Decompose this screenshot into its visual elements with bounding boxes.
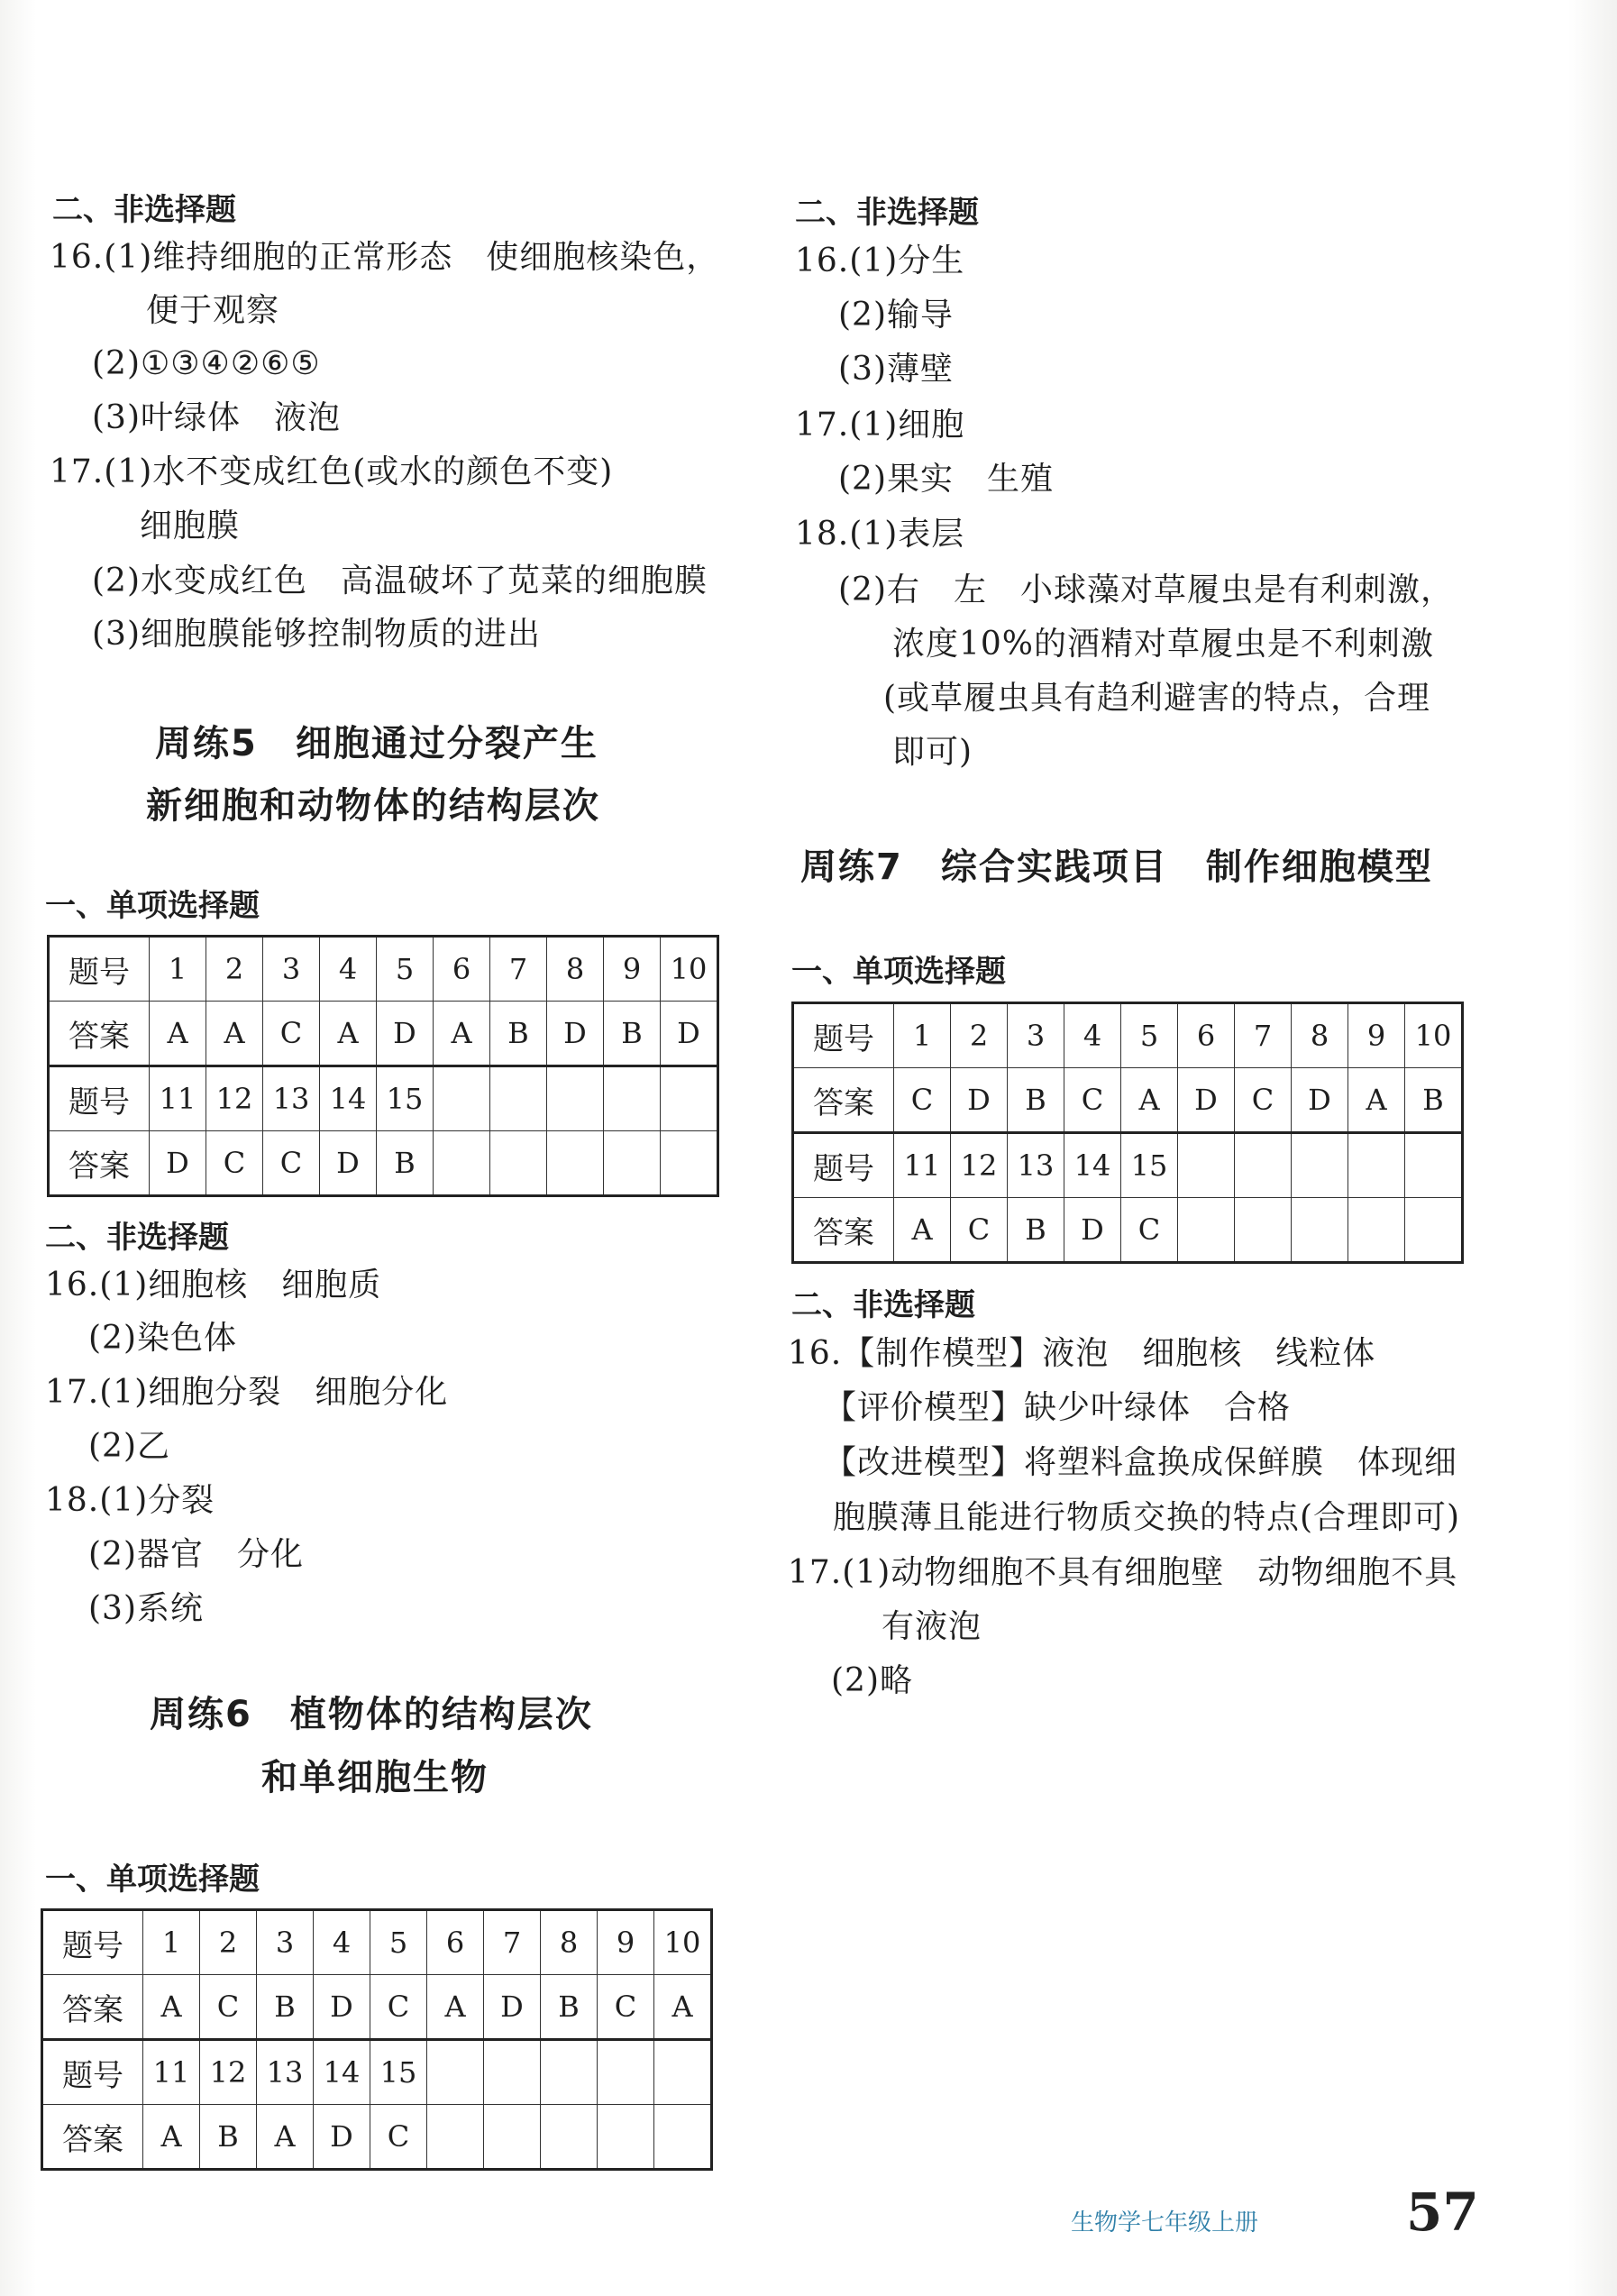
table-cell	[490, 1066, 547, 1131]
table-header-cell: 答案	[42, 2105, 143, 2170]
answer-line: (3)薄壁	[838, 351, 954, 388]
answer-line: (3)叶绿体 液泡	[92, 399, 341, 436]
section-heading: 一、单项选择题	[45, 1861, 260, 1898]
answer-line: (或草履虫具有趋利避害的特点，合理	[883, 680, 1431, 717]
table-cell: D	[484, 1975, 541, 2040]
answer-line: 即可)	[892, 734, 973, 771]
table-cell: C	[263, 1002, 320, 1066]
answer-line: (2)染色体	[88, 1320, 237, 1357]
table-cell: D	[320, 1131, 377, 1196]
table-cell: C	[200, 1975, 257, 2040]
answer-line: (2)略	[831, 1662, 913, 1699]
answer-line: 细胞膜	[140, 508, 241, 544]
answer-line: 便于观察	[146, 292, 280, 329]
table-cell: 2	[206, 937, 263, 1002]
table-cell: A	[1121, 1068, 1178, 1133]
table-cell	[1292, 1133, 1348, 1198]
table-cell: 6	[434, 937, 490, 1002]
table-cell: 9	[604, 937, 661, 1002]
table-cell: D	[314, 2105, 370, 2170]
table-cell	[1292, 1198, 1348, 1263]
table-cell: 12	[206, 1066, 263, 1131]
table-cell: 4	[314, 1910, 370, 1975]
table-cell: C	[370, 1975, 427, 2040]
answer-line: 17.(1)细胞分裂 细胞分化	[45, 1374, 449, 1411]
table-cell: A	[894, 1198, 951, 1263]
table-cell	[604, 1131, 661, 1196]
table-cell: 1	[143, 1910, 200, 1975]
answer-line: 17.(1)水不变成红色(或水的颜色不变)	[50, 453, 614, 490]
table-cell: 1	[894, 1003, 951, 1068]
table-cell: B	[1008, 1198, 1064, 1263]
table-header-cell: 答案	[49, 1131, 150, 1196]
table-cell: 3	[257, 1910, 314, 1975]
table-cell: A	[143, 2105, 200, 2170]
table-cell	[484, 2105, 541, 2170]
answer-line: 浓度10%的酒精对草履虫是不利刺激	[892, 626, 1435, 663]
table-cell	[547, 1131, 604, 1196]
table-cell: 10	[661, 937, 718, 1002]
table-header-cell: 答案	[49, 1002, 150, 1066]
table-cell: D	[1064, 1198, 1121, 1263]
table-cell: 1	[150, 937, 206, 1002]
section-heading: 二、非选择题	[52, 192, 236, 228]
table-cell: B	[1405, 1068, 1463, 1133]
table-cell: 6	[427, 1910, 484, 1975]
table-cell: 12	[951, 1133, 1008, 1198]
answer-line: (2)水变成红色 高温破坏了苋菜的细胞膜	[92, 563, 708, 599]
table-cell: A	[434, 1002, 490, 1066]
book-subject: 生物学七年级上册	[1071, 2209, 1259, 2237]
table-cell	[484, 2040, 541, 2105]
table-cell: 13	[257, 2040, 314, 2105]
table-header-cell: 题号	[793, 1133, 894, 1198]
table-cell	[598, 2040, 654, 2105]
table-cell: 5	[377, 937, 434, 1002]
answer-line: 【评价模型】缺少叶绿体 合格	[824, 1389, 1292, 1426]
section-heading: 一、单项选择题	[45, 888, 260, 924]
table-cell: 15	[1121, 1133, 1178, 1198]
table-cell: 10	[654, 1910, 712, 1975]
table-cell: B	[1008, 1068, 1064, 1133]
table-header-cell: 题号	[49, 937, 150, 1002]
table-cell	[427, 2040, 484, 2105]
table-cell: 11	[150, 1066, 206, 1131]
table-cell: 15	[377, 1066, 434, 1131]
table-cell	[1348, 1198, 1405, 1263]
answer-line: 18.(1)表层	[795, 516, 965, 553]
answer-table	[791, 1002, 1464, 1264]
table-cell: 12	[200, 2040, 257, 2105]
table-cell	[598, 2105, 654, 2170]
table-cell: D	[377, 1002, 434, 1066]
table-cell: 6	[1178, 1003, 1235, 1068]
table-cell: B	[490, 1002, 547, 1066]
table-cell	[541, 2105, 598, 2170]
week-title: 周练7 综合实践项目 制作细胞模型	[800, 846, 1433, 888]
table-cell: 5	[370, 1910, 427, 1975]
week-title: 周练6 植物体的结构层次	[150, 1694, 593, 1735]
table-cell	[661, 1066, 718, 1131]
table-cell: A	[150, 1002, 206, 1066]
table-header-cell: 题号	[42, 2040, 143, 2105]
table-cell: 13	[263, 1066, 320, 1131]
answer-line: 胞膜薄且能进行物质交换的特点(合理即可)	[833, 1499, 1461, 1536]
table-cell: 9	[1348, 1003, 1405, 1068]
table-cell	[427, 2105, 484, 2170]
table-cell: D	[1178, 1068, 1235, 1133]
table-cell: C	[263, 1131, 320, 1196]
table-cell: 11	[143, 2040, 200, 2105]
week-title: 新细胞和动物体的结构层次	[146, 785, 600, 827]
answer-line: (2)①③④②⑥⑤	[92, 345, 321, 382]
answer-line: 17.(1)动物细胞不具有细胞壁 动物细胞不具	[788, 1554, 1458, 1591]
table-cell: 11	[894, 1133, 951, 1198]
table-cell	[654, 2040, 712, 2105]
table-cell	[604, 1066, 661, 1131]
answer-table	[47, 935, 719, 1197]
table-cell: 13	[1008, 1133, 1064, 1198]
answer-line: (2)果实 生殖	[838, 461, 1054, 498]
table-cell: C	[206, 1131, 263, 1196]
table-cell	[490, 1131, 547, 1196]
table-cell: D	[150, 1131, 206, 1196]
table-cell: 7	[484, 1910, 541, 1975]
answer-line: (3)系统	[88, 1590, 204, 1627]
table-cell: D	[661, 1002, 718, 1066]
table-cell: 15	[370, 2040, 427, 2105]
answer-line: 16.【制作模型】液泡 细胞核 线粒体	[788, 1335, 1376, 1372]
table-cell: 7	[490, 937, 547, 1002]
table-cell: 7	[1235, 1003, 1292, 1068]
table-header-cell: 题号	[793, 1003, 894, 1068]
table-cell: 4	[1064, 1003, 1121, 1068]
table-header-cell: 题号	[49, 1066, 150, 1131]
table-cell: A	[320, 1002, 377, 1066]
table-cell	[1178, 1198, 1235, 1263]
table-cell: A	[143, 1975, 200, 2040]
table-cell: C	[1064, 1068, 1121, 1133]
table-cell	[661, 1131, 718, 1196]
week-title: 周练5 细胞通过分裂产生	[155, 723, 598, 764]
table-cell: 10	[1405, 1003, 1463, 1068]
table-cell	[541, 2040, 598, 2105]
answer-line: 16.(1)维持细胞的正常形态 使细胞核染色，	[50, 239, 720, 276]
table-cell: D	[1292, 1068, 1348, 1133]
table-cell: B	[200, 2105, 257, 2170]
table-header-cell: 答案	[793, 1068, 894, 1133]
table-cell: A	[257, 2105, 314, 2170]
answer-line: (3)细胞膜能够控制物质的进出	[92, 616, 541, 653]
table-cell	[547, 1066, 604, 1131]
table-cell: D	[314, 1975, 370, 2040]
section-heading: 一、单项选择题	[791, 954, 1006, 990]
answer-line: 18.(1)分裂	[45, 1482, 215, 1519]
table-cell: C	[894, 1068, 951, 1133]
table-cell: 8	[1292, 1003, 1348, 1068]
answer-table	[41, 1908, 713, 2171]
table-cell: 9	[598, 1910, 654, 1975]
section-heading: 二、非选择题	[795, 195, 979, 231]
table-cell: A	[654, 1975, 712, 2040]
section-heading: 二、非选择题	[45, 1220, 229, 1256]
table-header-cell: 题号	[42, 1910, 143, 1975]
table-header-cell: 答案	[793, 1198, 894, 1263]
table-cell: 4	[320, 937, 377, 1002]
answer-line: (2)输导	[838, 297, 954, 334]
table-cell: B	[541, 1975, 598, 2040]
table-cell: 14	[1064, 1133, 1121, 1198]
table-cell: B	[257, 1975, 314, 2040]
table-cell: 5	[1121, 1003, 1178, 1068]
table-cell	[1235, 1198, 1292, 1263]
answer-line: (2)乙	[88, 1428, 170, 1465]
table-cell	[1405, 1198, 1463, 1263]
table-cell: D	[547, 1002, 604, 1066]
answer-line: 17.(1)细胞	[795, 407, 965, 444]
table-cell: C	[951, 1198, 1008, 1263]
page-number: 57	[1406, 2182, 1479, 2243]
table-cell: D	[951, 1068, 1008, 1133]
table-cell: C	[370, 2105, 427, 2170]
table-cell	[434, 1066, 490, 1131]
table-cell: 8	[541, 1910, 598, 1975]
table-cell: 14	[320, 1066, 377, 1131]
table-cell	[1348, 1133, 1405, 1198]
table-cell: C	[598, 1975, 654, 2040]
section-heading: 二、非选择题	[791, 1287, 975, 1323]
table-cell	[1178, 1133, 1235, 1198]
table-cell: 14	[314, 2040, 370, 2105]
table-cell: 2	[951, 1003, 1008, 1068]
answer-line: 16.(1)分生	[795, 242, 965, 279]
table-cell: 3	[1008, 1003, 1064, 1068]
table-cell: C	[1235, 1068, 1292, 1133]
table-cell: B	[377, 1131, 434, 1196]
table-cell: 3	[263, 937, 320, 1002]
table-cell	[654, 2105, 712, 2170]
answer-line: 有液泡	[882, 1608, 982, 1645]
table-cell: A	[1348, 1068, 1405, 1133]
answer-line: (2)右 左 小球藻对草履虫是有利刺激，	[838, 572, 1454, 608]
table-cell: C	[1121, 1198, 1178, 1263]
table-cell	[1235, 1133, 1292, 1198]
answer-line: 【改进模型】将塑料盒换成保鲜膜 体现细	[824, 1444, 1458, 1481]
table-header-cell: 答案	[42, 1975, 143, 2040]
answer-line: (2)器官 分化	[88, 1536, 304, 1573]
table-cell	[1405, 1133, 1463, 1198]
table-cell: A	[206, 1002, 263, 1066]
table-cell: A	[427, 1975, 484, 2040]
table-cell: 8	[547, 937, 604, 1002]
week-title: 和单细胞生物	[261, 1757, 489, 1798]
answer-line: 16.(1)细胞核 细胞质	[45, 1267, 382, 1304]
table-cell: 2	[200, 1910, 257, 1975]
table-cell	[434, 1131, 490, 1196]
table-cell: B	[604, 1002, 661, 1066]
